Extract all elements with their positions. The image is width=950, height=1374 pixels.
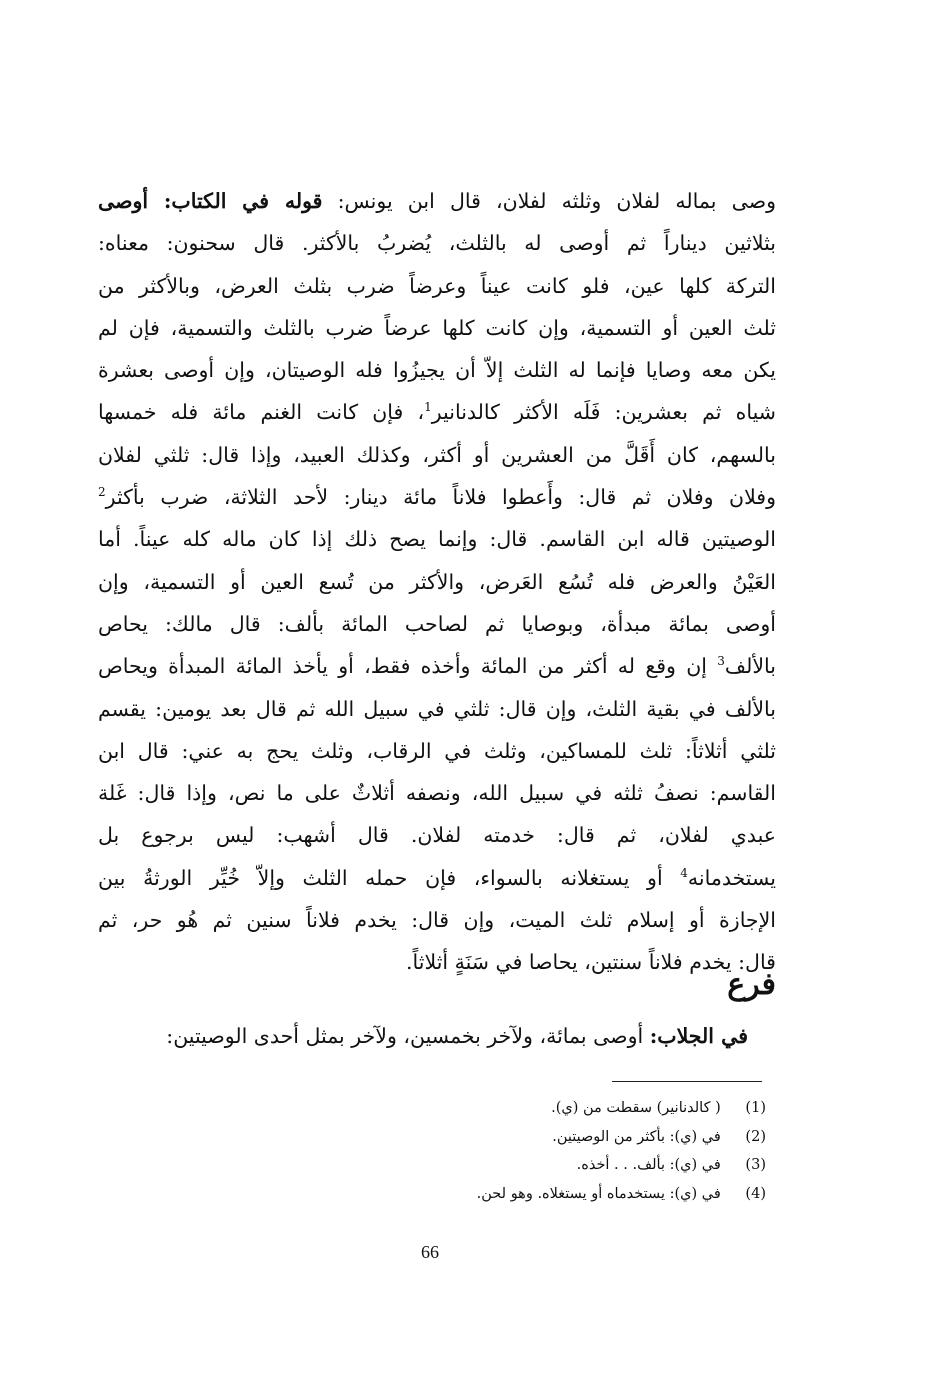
footnote-number: (3) [745, 1157, 766, 1173]
text-line-4: ثلث العين أو التسمية، وإن كانت كلها عرضاً ضرب بالثلث والتسمية، فإن لم [98, 315, 776, 340]
footnotes [300, 1094, 766, 1208]
text-line-8: وفلان وفلان ثم قال: وأَعطوا فلاناً مائة دينار: لأحد الثلاثة، ضرب بأكثر$^2$ [98, 485, 776, 510]
section-heading: فرع [727, 967, 776, 1002]
text-line-6: شياه ثم بعشرين: فَلَه الأكثر كالدنانير$^1$، فإن كانت الغنم مائة فله خمسها [98, 400, 776, 425]
text-line-18: الإجازة أو إسلام ثلث الميت، وإن قال: يخدم فلاناً سنين ثم هُو حر، ثم [98, 908, 776, 933]
text-line-2: بثلاثين ديناراً ثم أوصى له بالثلث، يُضربُ بالأكثر. قال سحنون: معناه: [98, 231, 776, 256]
text-line-17: يستخدمانه$^4$ أو يستغلانه بالسواء، فإن حمله الثلث وإلاّ خُيِّر الورثةُ بين [98, 865, 776, 890]
footnote-separator [612, 1081, 762, 1082]
text-line-11: أوصى بمائة مبدأة، وبوصايا ثم لصاحب المائة بألف: قال مالك: يحاص [98, 611, 776, 636]
footnote-number: (4) [745, 1185, 766, 1202]
final-paragraph-text: أوصى بمائة، ولآخر بخمسين، ولآخر بمثل أحدى الوصيتين: [166, 1024, 650, 1048]
text-line-10: العَيْنُ والعرض فله تُسُع العَرض، والأكثر من تُسع العين أو التسمية، وإن [98, 569, 776, 594]
footnote-2 [300, 1123, 766, 1152]
footnote-number: (2) [745, 1128, 766, 1145]
text-line-12: بالألف$^3$ إن وقع له أكثر من المائة وأخذه فقط، أو يأخذ المائة المبدأة ويحاص [98, 654, 776, 679]
main-body-text [98, 180, 776, 984]
page-number: 66 [421, 1242, 439, 1262]
text-line-13: بالألف في بقية الثلث، وإن قال: ثلثي في سبيل الله ثم قال بعد يومين: يقسم [98, 696, 776, 721]
text-line-7: بالسهم، كان أَقَلَّ من العشرين أو أكثر، وكذلك العبيد، وإذا قال: ثلثي لفلان [98, 442, 776, 467]
footnote-number: (1) [745, 1100, 766, 1116]
final-paragraph-source: في الجلاب: [649, 1024, 748, 1048]
text-line-14: ثلثي أثلاثاً: ثلث للمساكين، وثلث في الرقاب، وثلث يحج به عني: قال ابن [98, 738, 776, 763]
footnote-ref-1: 1 [424, 400, 432, 415]
footnote-3 [300, 1151, 766, 1180]
footnote-ref-3: 3 [717, 654, 725, 669]
text-line-3: التركة كلها عين، فلو كانت عيناً وعرضاً ضرب بثلث العرض، وبالأكثر من [98, 273, 776, 298]
text-line-5: يكن معه وصايا فإنما له الثلث إلاّ أن يجيزُوا فله الوصيتان، وإن أوصى بعشرة [98, 358, 776, 383]
footnote-text: في (ي): بألف. . . أخذه. [576, 1157, 721, 1173]
footnote-ref-2: 2 [98, 485, 106, 500]
footnote-text: في (ي): يستخدماه أو يستغلاه. وهو لحن. [476, 1185, 721, 1202]
footnote-4 [300, 1180, 766, 1209]
text-line-19: قال: يخدم فلاناً سنتين، يحاصا في سَنَةٍ أثلاثاً. [406, 950, 776, 975]
text-line-15: القاسم: نصفُ ثلثه في سبيل الله، ونصفه أثلاثٌ على ما نص، وإذا قال: غَلة [98, 781, 776, 806]
footnote-1 [300, 1094, 766, 1123]
text-line-1: وصى بماله لفلان وثلثه لفلان، قال ابن يونس: قوله في الكتاب: أوصى [98, 189, 777, 213]
footnote-text: في (ي): بأكثر من الوصيتين. [552, 1128, 721, 1145]
footnote-ref-4: 4 [680, 865, 688, 880]
footnote-text: ( كالدنانير) سقطت من (ي). [551, 1100, 721, 1116]
final-paragraph [98, 1015, 748, 1057]
text-line-9: الوصيتين قاله ابن القاسم. قال: وإنما يصح ذلك إذا كان ماله كله عيناً. أما [98, 527, 776, 552]
text-line-16: عبدي لفلان، ثم قال: خدمته لفلان. قال أشهب: ليس برجوع بل [98, 823, 776, 848]
